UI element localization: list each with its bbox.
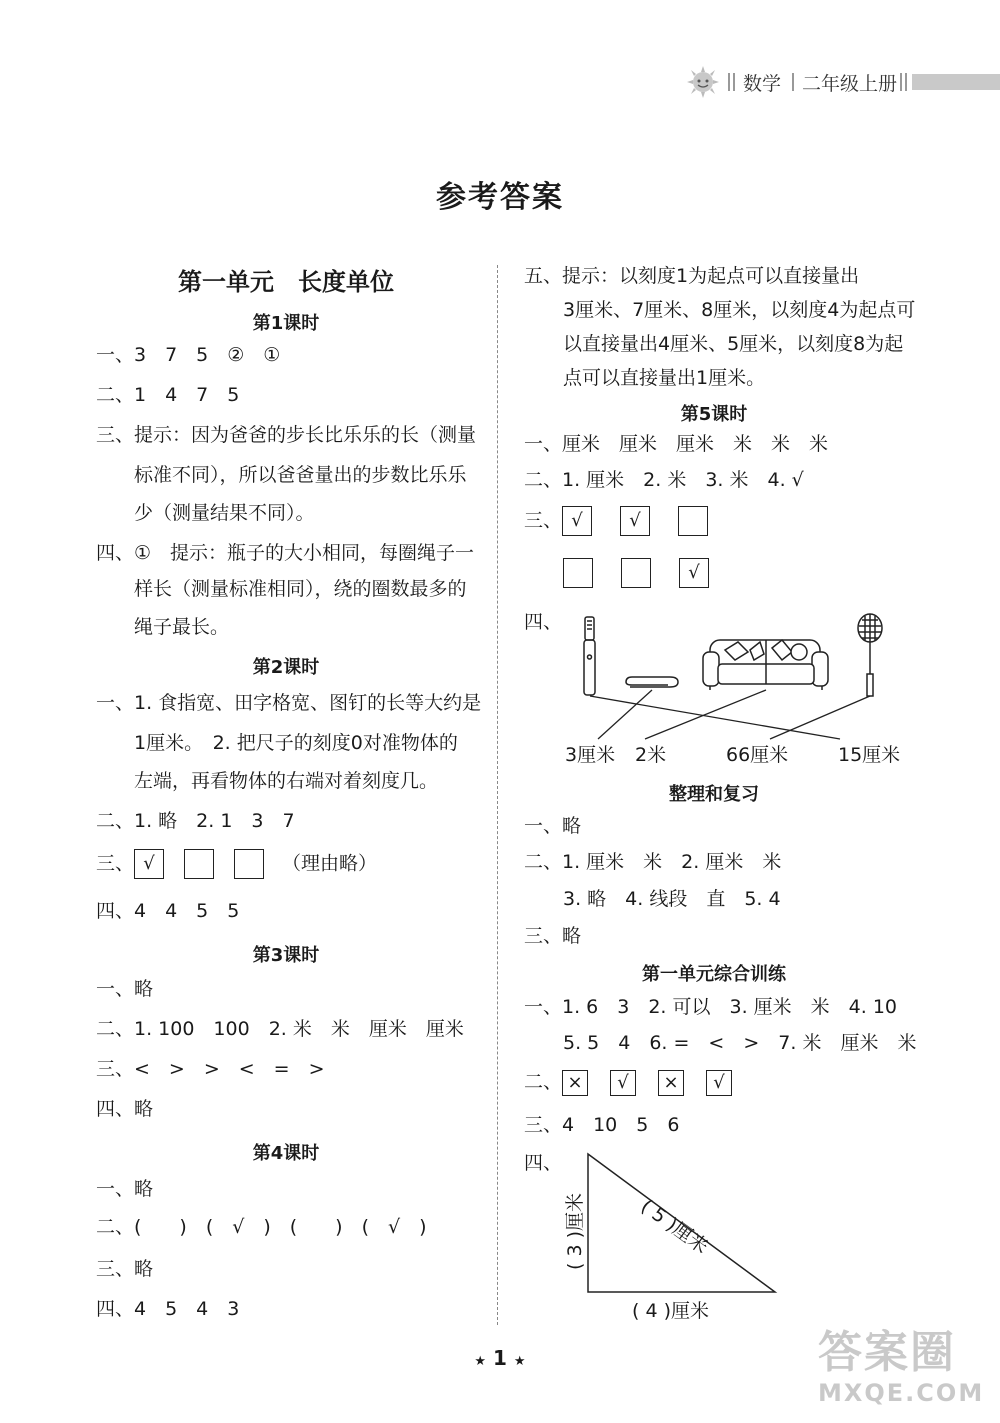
l1-q3-line1: 三、提示：因为爸爸的步长比乐乐的长（测量 <box>96 424 477 446</box>
l2-q3 <box>96 849 377 879</box>
l5-q3-box-3 <box>678 506 708 536</box>
l1-q4-line1: 四、① 提示：瓶子的大小相同，每圈绳子一 <box>96 542 475 564</box>
l5-q3-box-1: √ <box>562 506 592 536</box>
l4-q1: 一、略 <box>96 1178 154 1200</box>
l5-q2: 二、1. 厘米 2. 米 3. 米 4. √ <box>524 469 804 491</box>
l5-q1: 一、厘米 厘米 厘米 米 米 米 <box>524 433 829 455</box>
l1-q3-line2: 标准不同），所以爸爸量出的步数比乐乐 <box>134 464 467 486</box>
unit-test-q1-line2: 5. 5 4 6. = < > 7. 米 厘米 米 <box>563 1032 917 1054</box>
l5-q4-prefix: 四、 <box>524 611 563 633</box>
l2-q1-line1: 一、1. 食指宽、田字格宽、图钉的长等大约是 <box>96 692 482 714</box>
lesson-5-heading: 第5课时 <box>680 404 748 425</box>
triangle-bottom-label: ( 4 )厘米 <box>632 1300 709 1322</box>
l5-q4-label-1: 3厘米 <box>565 744 616 766</box>
l1-q4-line3: 绳子最长。 <box>134 616 230 638</box>
l1-q1: 一、3 7 5 ② ① <box>96 344 281 366</box>
l2-q1-line2: 1厘米。 2. 把尺子的刻度0对准物体的 <box>134 732 458 754</box>
header-bar-4 <box>905 73 907 91</box>
l5-q3-box-2: √ <box>620 506 650 536</box>
sun-mascot-icon <box>686 66 720 98</box>
header-bar-1 <box>728 73 730 91</box>
l3-q4: 四、略 <box>96 1098 154 1120</box>
header-subject: 数学 <box>743 73 782 95</box>
unit-test-q2-box-4: √ <box>706 1070 732 1096</box>
triangle-left-label: ( 3 )厘米 <box>564 1193 586 1270</box>
l2-q3-box-2 <box>184 849 214 879</box>
l5-q3-box-6: √ <box>679 558 709 588</box>
l5-q3-row1 <box>524 506 708 536</box>
l5-q3-box-4 <box>563 558 593 588</box>
l1-q2: 二、1 4 7 5 <box>96 384 240 406</box>
unit-test-q2-box-2: √ <box>610 1070 636 1096</box>
l3-q1: 一、略 <box>96 978 154 1000</box>
l1-q3-line3: 少（测量结果不同）。 <box>134 502 315 524</box>
header-strip <box>912 74 1000 90</box>
page-title: 参考答案 <box>436 180 564 215</box>
unit-test-heading: 第一单元综合训练 <box>642 964 786 985</box>
unit-test-q2-box-3: × <box>658 1070 684 1096</box>
badminton-racket-icon <box>858 614 882 696</box>
l4-q5-line1: 五、提示：以刻度1为起点可以直接量出 <box>524 265 860 287</box>
header <box>686 64 1000 100</box>
header-grade: 二年级上册 <box>802 73 898 95</box>
l4-q5-line4: 点可以直接量出1厘米。 <box>563 367 766 389</box>
unit-test-q4-prefix: 四、 <box>524 1152 563 1174</box>
l2-q3-box-3 <box>234 849 264 879</box>
l2-q3-prefix: 三、 <box>96 852 135 875</box>
unit-test-q1-line1: 一、1. 6 3 2. 可以 3. 厘米 米 4. 10 <box>524 996 898 1018</box>
l3-q2: 二、1. 100 100 2. 米 米 厘米 厘米 <box>96 1018 464 1040</box>
lesson-1-heading: 第1课时 <box>252 313 320 334</box>
l4-q5-line3: 以直接量出4厘米、5厘米，以刻度8为起 <box>563 333 904 355</box>
review-heading: 整理和复习 <box>669 784 759 805</box>
unit-test-q2-box-1: × <box>562 1070 588 1096</box>
l2-q3-box-1: √ <box>134 849 164 879</box>
header-bar-3 <box>900 73 902 91</box>
l1-q4-line2: 样长（测量标准相同），绕的圈数最多的 <box>134 578 467 600</box>
lesson-4-heading: 第4课时 <box>252 1143 320 1164</box>
watermark-text: 答案圈 <box>818 1327 956 1378</box>
l5-q3-box-5 <box>621 558 651 588</box>
lesson-3-heading: 第3课时 <box>252 945 320 966</box>
l4-q3: 三、略 <box>96 1258 154 1280</box>
l5-q3-prefix: 三、 <box>524 509 563 532</box>
review-q1: 一、略 <box>524 815 582 837</box>
watermark <box>818 1328 993 1418</box>
column-divider <box>497 265 498 1325</box>
lesson-2-heading: 第2课时 <box>252 657 320 678</box>
l5-q4-label-3: 66厘米 <box>726 744 789 766</box>
l4-q4: 四、4 5 4 3 <box>96 1298 240 1320</box>
matching-lines <box>590 690 870 739</box>
l3-q3: 三、< > > < = > <box>96 1058 325 1080</box>
l2-q3-note: （理由略） <box>282 852 378 875</box>
review-q2-line1: 二、1. 厘米 米 2. 厘米 米 <box>524 851 782 873</box>
star-icon: ★ <box>474 1354 487 1369</box>
l4-q2: 二、( ) ( √ ) ( ) ( √ ) <box>96 1216 427 1238</box>
star-icon: ★ <box>513 1354 526 1369</box>
l2-q2: 二、1. 略 2. 1 3 7 <box>96 810 295 832</box>
page-number-value: 1 <box>493 1346 507 1370</box>
sofa-icon <box>703 640 828 690</box>
l5-q4-label-2: 2米 <box>635 744 667 766</box>
review-q2-line2: 3. 略 4. 线段 直 5. 4 <box>563 888 781 910</box>
l5-q4-label-4: 15厘米 <box>838 744 901 766</box>
header-divider <box>792 73 794 91</box>
l5-q3-row2 <box>563 558 709 588</box>
paperclip-icon <box>626 677 678 687</box>
unit-title: 第一单元 长度单位 <box>178 268 394 296</box>
unit-test-q3: 三、4 10 5 6 <box>524 1114 680 1136</box>
review-q3: 三、略 <box>524 925 582 947</box>
l2-q4: 四、4 4 5 5 <box>96 900 240 922</box>
l2-q1-line3: 左端，再看物体的右端对着刻度几。 <box>134 770 439 792</box>
unit-test-q2 <box>524 1068 732 1096</box>
toothbrush-icon <box>584 617 595 695</box>
unit-test-q2-prefix: 二、 <box>524 1071 563 1093</box>
matching-illustration <box>560 612 900 742</box>
triangle-hypotenuse-label: ( 5 )厘米 <box>636 1195 712 1259</box>
header-bar-2 <box>733 73 735 91</box>
l4-q5-line2: 3厘米、7厘米、8厘米，以刻度4为起点可 <box>563 299 916 321</box>
watermark-url: MXQE.COM <box>818 1379 985 1407</box>
